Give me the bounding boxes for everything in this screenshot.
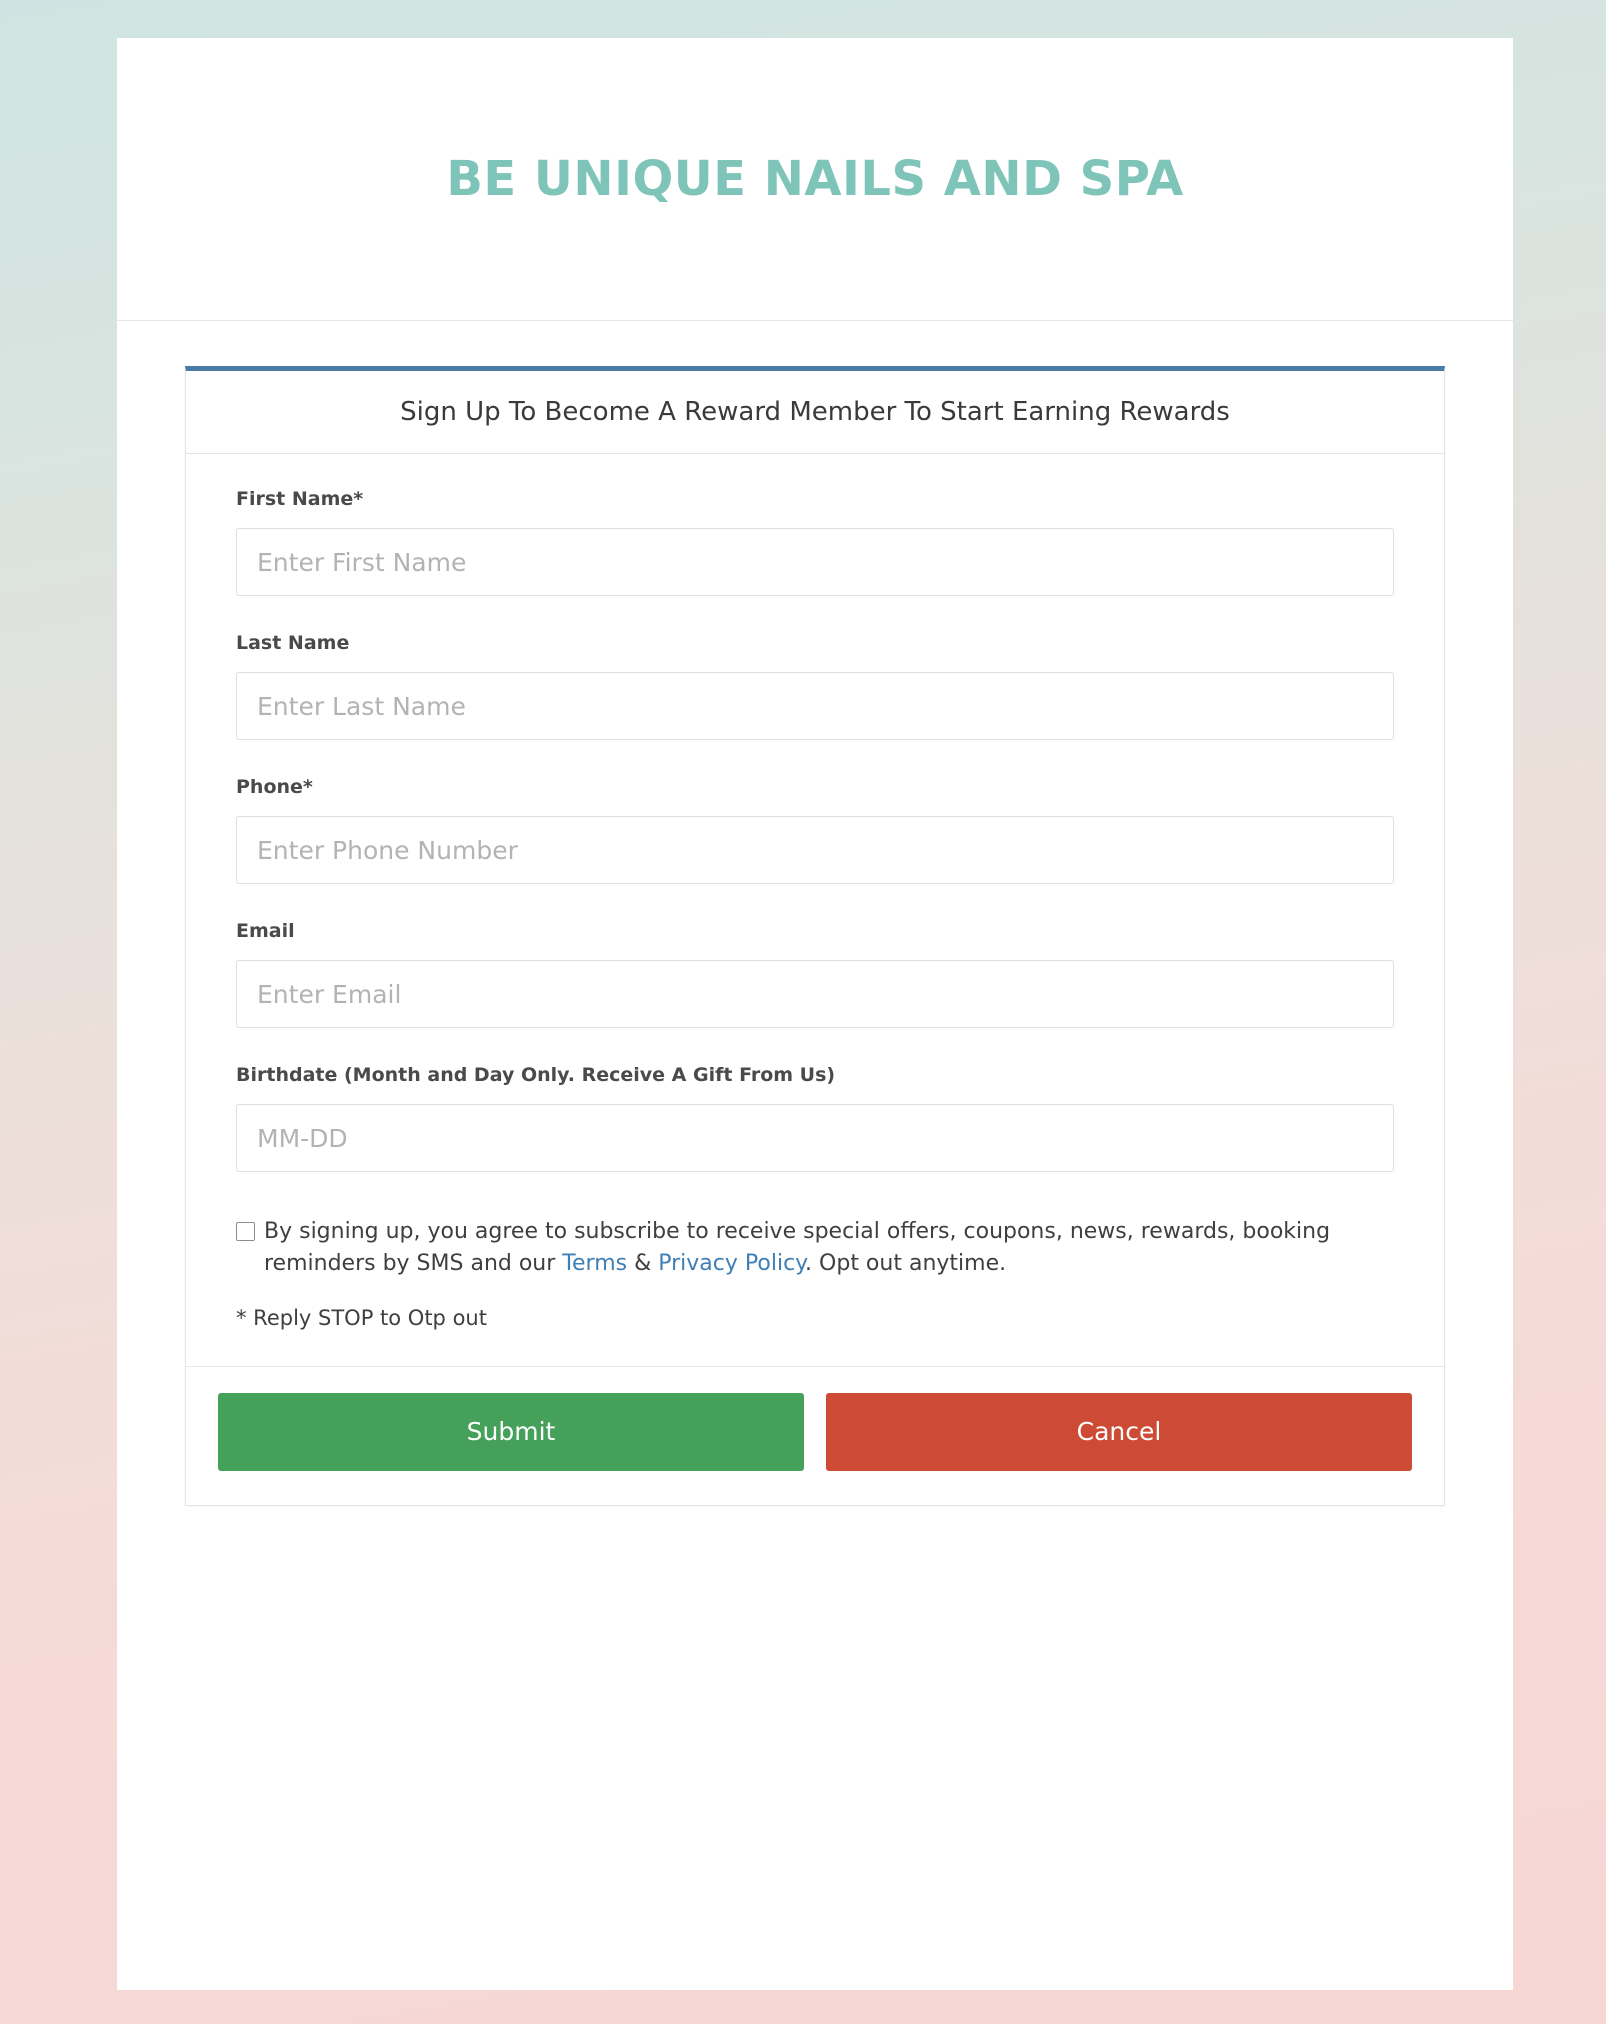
phone-label: Phone* bbox=[236, 776, 313, 798]
form-group-first-name bbox=[236, 488, 1394, 596]
panel-heading-text: Sign Up To Become A Reward Member To Start Earning Rewards bbox=[400, 397, 1230, 427]
form-group-birthdate bbox=[236, 1064, 1394, 1172]
signup-form bbox=[186, 454, 1444, 1330]
consent-separator: & bbox=[627, 1250, 659, 1276]
first-name-label: First Name* bbox=[236, 488, 364, 510]
birthdate-label: Birthdate (Month and Day Only. Receive A Gift From Us) bbox=[236, 1064, 836, 1086]
last-name-input[interactable] bbox=[236, 672, 1394, 740]
privacy-policy-link[interactable]: Privacy Policy bbox=[658, 1250, 806, 1276]
birthdate-input[interactable] bbox=[236, 1104, 1394, 1172]
email-label: Email bbox=[236, 920, 295, 942]
consent-text bbox=[264, 1216, 1394, 1280]
submit-button[interactable]: Submit bbox=[218, 1393, 804, 1471]
consent-row bbox=[236, 1216, 1394, 1280]
panel-heading bbox=[186, 371, 1444, 454]
stop-note: * Reply STOP to Otp out bbox=[236, 1305, 487, 1330]
page-card bbox=[117, 38, 1513, 1990]
cancel-button[interactable]: Cancel bbox=[826, 1393, 1412, 1471]
form-actions bbox=[186, 1366, 1444, 1505]
page-title: BE UNIQUE NAILS AND SPA bbox=[446, 151, 1184, 207]
first-name-input[interactable] bbox=[236, 528, 1394, 596]
consent-text-part2: . Opt out anytime. bbox=[805, 1250, 1007, 1276]
form-group-last-name bbox=[236, 632, 1394, 740]
last-name-label: Last Name bbox=[236, 632, 350, 654]
email-input[interactable] bbox=[236, 960, 1394, 1028]
form-group-phone bbox=[236, 776, 1394, 884]
terms-link[interactable]: Terms bbox=[562, 1250, 628, 1276]
phone-input[interactable] bbox=[236, 816, 1394, 884]
signup-panel bbox=[185, 366, 1445, 1506]
consent-text-part1: By signing up, you agree to subscribe to receive special offers, coupons, news, rewards, booking reminders by SMS and our bbox=[264, 1219, 1331, 1276]
form-group-email bbox=[236, 920, 1394, 1028]
brand-header bbox=[117, 38, 1513, 321]
consent-checkbox[interactable] bbox=[236, 1222, 255, 1241]
